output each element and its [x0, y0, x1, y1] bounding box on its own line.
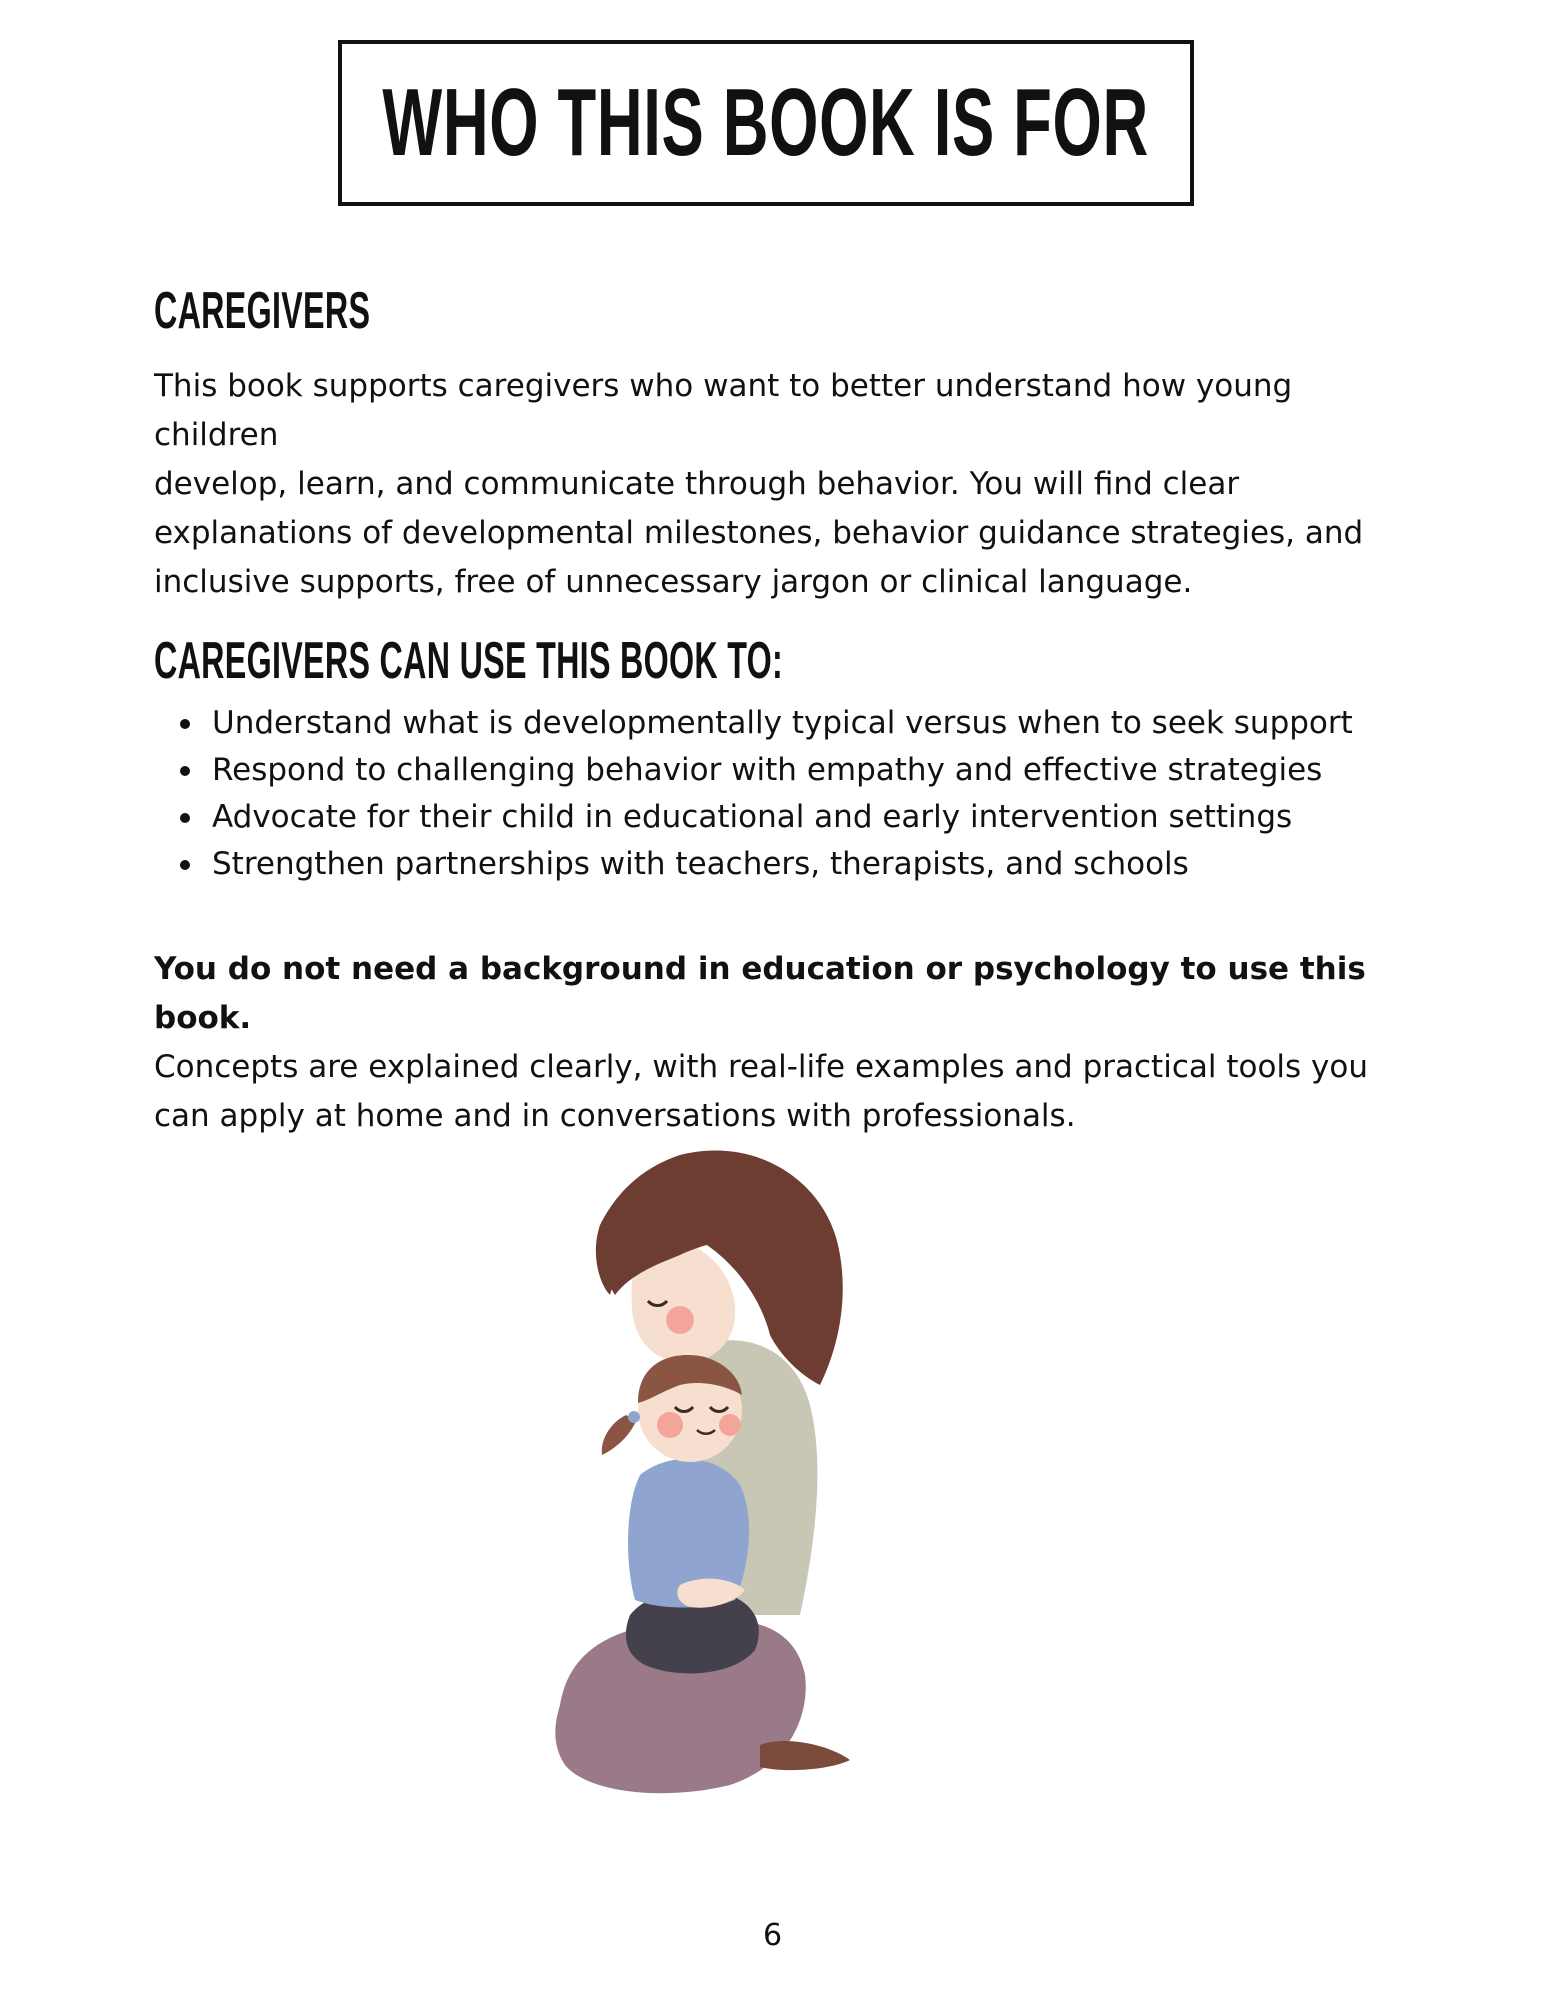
intro-line: This book supports caregivers who want to better understand how young children — [154, 368, 1293, 453]
intro-paragraph — [154, 362, 1414, 607]
bullet-icon — [180, 813, 190, 823]
child-cheek — [719, 1414, 741, 1436]
intro-line: inclusive supports, free of unnecessary jargon or clinical language. — [154, 564, 1193, 600]
list-item-text: Advocate for their child in educational and early intervention settings — [212, 799, 1293, 835]
mother-cheek — [666, 1306, 694, 1334]
bullet-icon — [180, 766, 190, 776]
closing-note — [154, 945, 1414, 1141]
closing-note-bold: You do not need a background in education or psychology to use this book. — [154, 951, 1366, 1036]
child-cheek — [657, 1412, 683, 1438]
page-title: WHO THIS BOOK IS FOR — [382, 69, 1150, 176]
title-box — [338, 40, 1194, 206]
list-item-text: Respond to challenging behavior with empathy and effective strategies — [212, 752, 1323, 788]
closing-note-line: Concepts are explained clearly, with real-life examples and practical tools you — [154, 1049, 1368, 1085]
bullet-icon — [180, 860, 190, 870]
child-hairtie — [628, 1411, 640, 1423]
heading-use-book: CAREGIVERS CAN USE THIS BOOK TO: — [154, 632, 784, 690]
list-item — [154, 700, 1414, 747]
list-item-text: Understand what is developmentally typical versus when to seek support — [212, 705, 1353, 741]
mother-shoe — [760, 1741, 850, 1770]
use-list — [154, 700, 1414, 888]
list-item — [154, 841, 1414, 888]
list-item — [154, 747, 1414, 794]
bullet-icon — [180, 719, 190, 729]
heading-caregivers: CAREGIVERS — [154, 282, 371, 340]
mother-hugging-child-illustration — [530, 1145, 1010, 1805]
list-item-text: Strengthen partnerships with teachers, therapists, and schools — [212, 846, 1189, 882]
intro-line: develop, learn, and communicate through behavior. You will find clear — [154, 466, 1240, 502]
closing-note-line: can apply at home and in conversations with professionals. — [154, 1098, 1076, 1134]
page-number: 6 — [762, 1918, 783, 1953]
list-item — [154, 794, 1414, 841]
intro-line: explanations of developmental milestones, behavior guidance strategies, and — [154, 515, 1364, 551]
